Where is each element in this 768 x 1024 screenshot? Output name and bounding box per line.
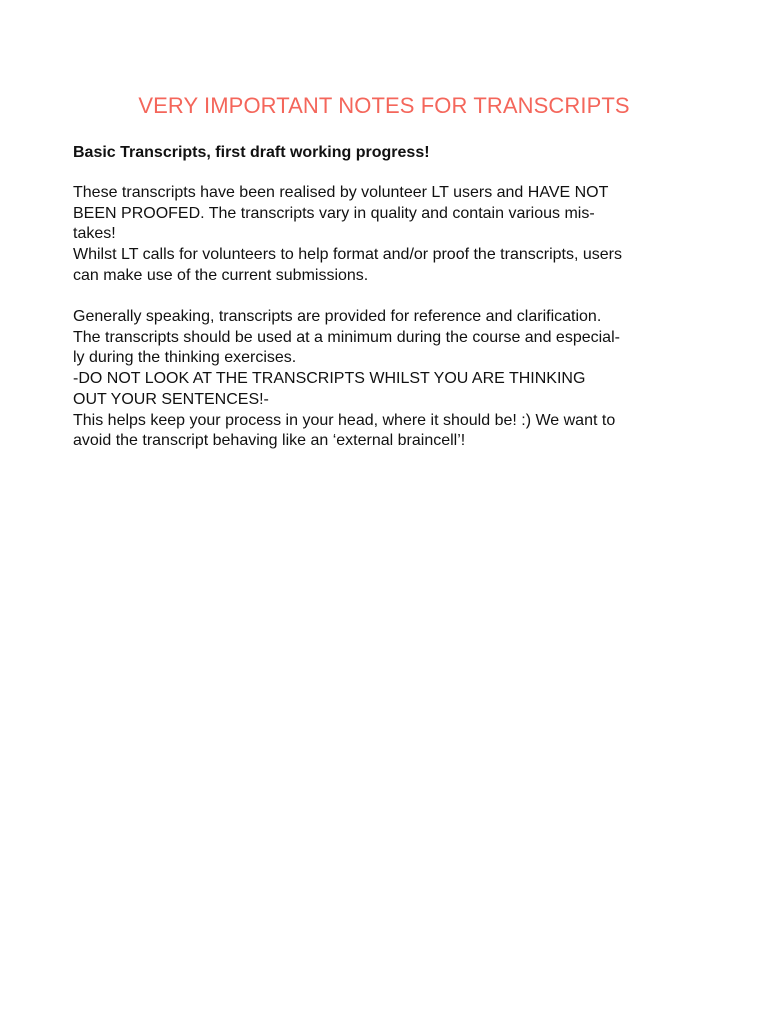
text-line: Whilst LT calls for volunteers to help format and/or proof the transcripts, users bbox=[73, 246, 622, 264]
document-subtitle: Basic Transcripts, first draft working progress! bbox=[73, 144, 430, 161]
text-line: ly during the thinking exercises. bbox=[73, 349, 297, 367]
paragraph-disclaimer bbox=[73, 183, 713, 287]
text-line: This helps keep your process in your head, where it should be! :) We want to bbox=[73, 411, 616, 429]
text-line: can make use of the current submissions. bbox=[73, 266, 369, 284]
document-title: VERY IMPORTANT NOTES FOR TRANSCRIPTS bbox=[138, 93, 630, 118]
text-line: BEEN PROOFED. The transcripts vary in quality and contain various mis- bbox=[73, 204, 595, 222]
text-line: These transcripts have been realised by volunteer LT users and HAVE NOT bbox=[73, 184, 609, 201]
text-line: takes! bbox=[73, 225, 116, 243]
text-line: OUT YOUR SENTENCES!- bbox=[73, 390, 269, 408]
text-line: Generally speaking, transcripts are provided for reference and clarification. bbox=[73, 308, 602, 325]
paragraph-usage-guidance bbox=[73, 307, 713, 452]
text-line: avoid the transcript behaving like an ‘external braincell’! bbox=[73, 432, 466, 450]
text-line: The transcripts should be used at a minimum during the course and especial- bbox=[73, 328, 620, 346]
text-line: -DO NOT LOOK AT THE TRANSCRIPTS WHILST YOU ARE THINKING bbox=[73, 370, 586, 388]
